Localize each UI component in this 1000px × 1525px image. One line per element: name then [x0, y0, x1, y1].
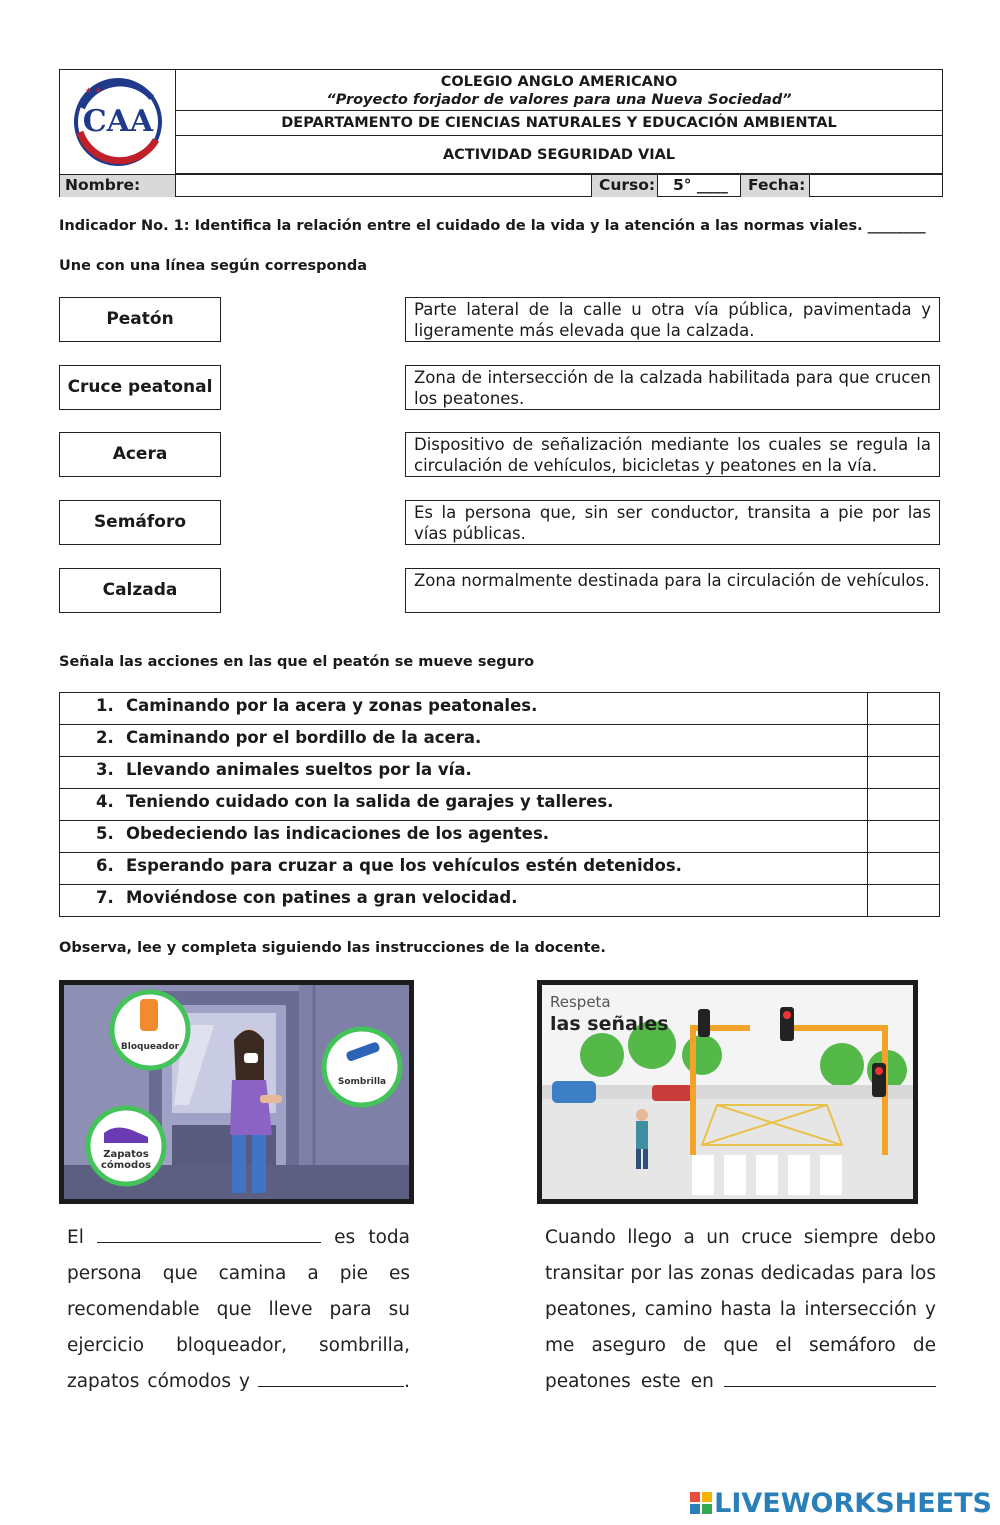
action-number: 3.: [96, 760, 114, 779]
name-label: Nombre:: [60, 175, 176, 197]
paragraph2-end: peatones este en: [545, 1371, 714, 1392]
action-check-cell[interactable]: [868, 757, 939, 788]
complete-instruction: Observa, lee y completa siguiendo las instrucciones de la docente.: [59, 940, 606, 956]
course-field[interactable]: 5° ____: [658, 175, 741, 197]
table-row: [60, 757, 939, 789]
action-text: [60, 789, 868, 820]
header-table: [59, 69, 943, 197]
indicator-text: Indicador No. 1: Identifica la relación entre el cuidado de la vida y la atención a las normas viales. ________: [59, 218, 926, 234]
action-text: [60, 725, 868, 756]
action-check-cell[interactable]: [868, 821, 939, 852]
pedestrian-illustration: [59, 980, 414, 1204]
action-number: 5.: [96, 824, 114, 843]
svg-text:CAA: CAA: [82, 104, 154, 139]
action-number: 6.: [96, 856, 114, 875]
svg-text:Sombrilla: Sombrilla: [337, 1077, 387, 1087]
traffic-scene-icon: [542, 985, 913, 1199]
match-instruction: Une con una línea según corresponda: [59, 258, 368, 274]
table-row: [60, 821, 939, 853]
action-number: 7.: [96, 888, 114, 907]
term-box-calzada[interactable]: Calzada: [59, 568, 221, 613]
action-label: Esperando para cruzar a que los vehículos estén detenidos.: [126, 856, 682, 875]
school-name: COLEGIO ANGLO AMERICANO: [440, 74, 678, 90]
school-title-row: [176, 70, 942, 111]
action-label: Teniendo cuidado con la salida de garajes y talleres.: [126, 792, 614, 811]
action-number: 2.: [96, 728, 114, 747]
actions-instruction: Señala las acciones en las que el peatón se mueve seguro: [59, 654, 535, 670]
blank-field-pedestrian[interactable]: [97, 1225, 321, 1243]
paragraph2-start: Cuando llego a un cruce siempre debo transitar por las zonas dedicadas para los peatones, camino hasta la intersección y me aseguro de que el semáforo de: [545, 1227, 936, 1356]
action-check-cell[interactable]: [868, 853, 939, 884]
action-text: [60, 853, 868, 884]
action-label: Llevando animales sueltos por la vía.: [126, 760, 472, 779]
term-box-acera[interactable]: Acera: [59, 432, 221, 477]
action-text: [60, 885, 868, 917]
definition-box-2[interactable]: Zona de intersección de la calzada habilitada para que crucen los peatones.: [405, 365, 940, 410]
liveworksheets-logo[interactable]: [690, 1488, 992, 1519]
fill-paragraph-1: [67, 1220, 410, 1400]
student-info-row: [60, 174, 942, 196]
pedestrian-scene-icon: [64, 985, 409, 1199]
action-label: Caminando por el bordillo de la acera.: [126, 728, 482, 747]
action-text: [60, 757, 868, 788]
activity-title: ACTIVIDAD SEGURIDAD VIAL: [176, 136, 942, 174]
definition-box-5[interactable]: Zona normalmente destinada para la circulación de vehículos.: [405, 568, 940, 613]
svg-text:Respeta: Respeta: [550, 993, 611, 1011]
school-logo-icon: [60, 70, 176, 174]
svg-text:★ ★: ★ ★: [85, 86, 102, 95]
lw-icon: [690, 1490, 712, 1512]
action-check-cell[interactable]: [868, 885, 939, 917]
table-row: [60, 885, 939, 917]
action-label: Caminando por la acera y zonas peatonales.: [126, 696, 538, 715]
svg-text:Bloqueador: Bloqueador: [120, 1042, 180, 1052]
action-label: Obedeciendo las indicaciones de los agentes.: [126, 824, 550, 843]
paragraph1-start: El: [67, 1227, 84, 1248]
definition-box-4[interactable]: Es la persona que, sin ser conductor, transita a pie por las vías públicas.: [405, 500, 940, 545]
date-field[interactable]: [810, 175, 942, 197]
action-number: 1.: [96, 696, 114, 715]
action-text: [60, 693, 868, 724]
date-label: Fecha:: [741, 175, 810, 197]
action-text: [60, 821, 868, 852]
paragraph1-middle: es toda persona que camina a pie es recomendable que lleve para su ejercicio bloqueador, sombrilla, zapatos cómodos y: [67, 1227, 410, 1392]
term-box-cruce-peatonal[interactable]: Cruce peatonal: [59, 365, 221, 410]
blank-field-light[interactable]: [724, 1369, 936, 1387]
action-check-cell[interactable]: [868, 789, 939, 820]
table-row: [60, 693, 939, 725]
svg-text:cómodos: cómodos: [100, 1160, 152, 1171]
action-label: Moviéndose con patines a gran velocidad.: [126, 888, 518, 907]
action-number: 4.: [96, 792, 114, 811]
term-box-peaton[interactable]: Peatón: [59, 297, 221, 342]
term-box-semaforo[interactable]: Semáforo: [59, 500, 221, 545]
name-field[interactable]: [176, 175, 592, 197]
actions-table: [59, 692, 940, 917]
paragraph1-end: .: [404, 1371, 411, 1392]
action-check-cell[interactable]: [868, 693, 939, 724]
svg-text:Zapatos: Zapatos: [103, 1149, 149, 1160]
action-check-cell[interactable]: [868, 725, 939, 756]
lw-brand-text: LIVEWORKSHEETS: [714, 1488, 992, 1519]
department-name: DEPARTAMENTO DE CIENCIAS NATURALES Y EDUCACIÓN AMBIENTAL: [176, 111, 942, 136]
definition-box-1[interactable]: Parte lateral de la calle u otra vía pública, pavimentada y ligeramente más elevada que la calzada.: [405, 297, 940, 342]
table-row: [60, 853, 939, 885]
definition-box-3[interactable]: Dispositivo de señalización mediante los cuales se regula la circulación de vehículos, bicicletas y peatones en la vía.: [405, 432, 940, 477]
traffic-signals-illustration: [537, 980, 918, 1204]
table-row: [60, 725, 939, 757]
svg-text:las señales: las señales: [550, 1013, 669, 1035]
course-label: Curso:: [592, 175, 658, 197]
table-row: [60, 789, 939, 821]
fill-paragraph-2: [545, 1220, 936, 1400]
logo-cell: [60, 70, 176, 174]
school-motto: “Proyecto forjador de valores para una Nueva Sociedad”: [326, 92, 792, 108]
blank-field-item[interactable]: [258, 1369, 404, 1387]
